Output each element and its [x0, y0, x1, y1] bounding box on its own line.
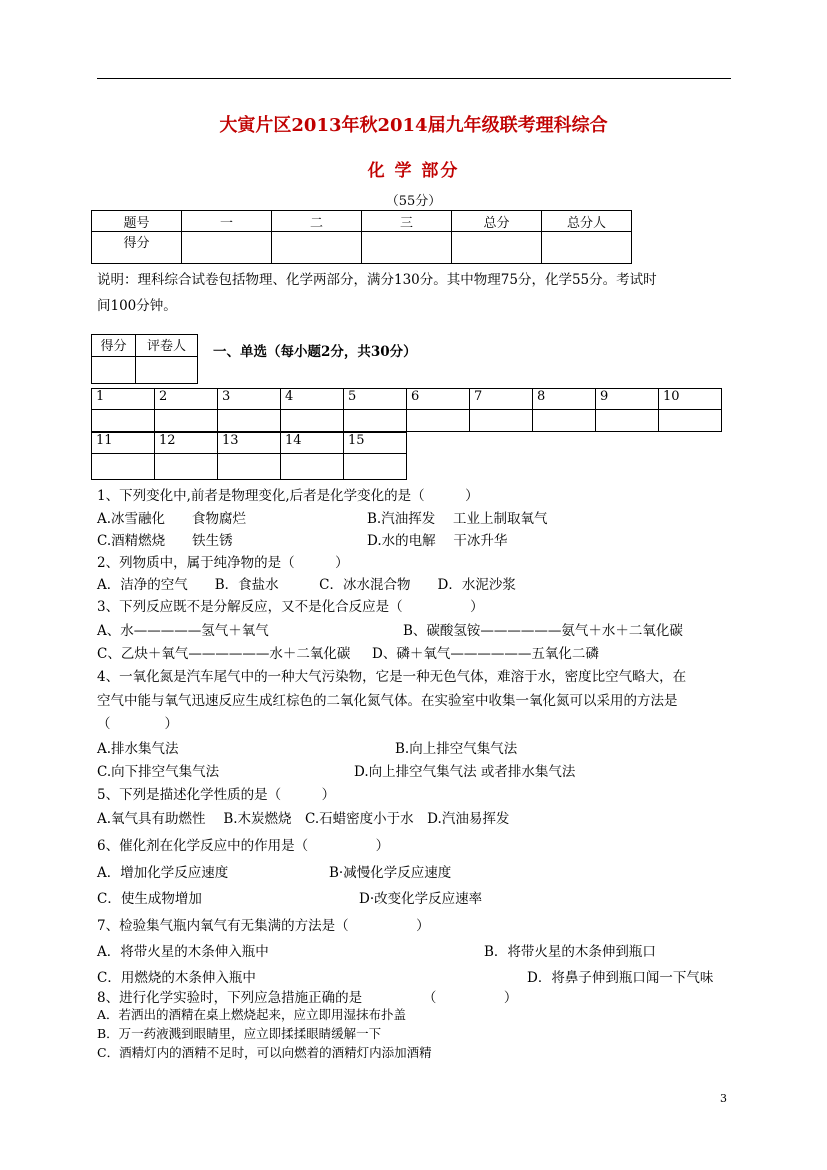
- q1-option-a: A.冰雪融化 食物腐烂: [97, 511, 247, 527]
- question-2: 2、列物质中，属于纯净物的是（ ）: [97, 555, 349, 571]
- instructions-line: 间100分钟。: [97, 298, 177, 314]
- answer-number: 2: [155, 389, 218, 410]
- answer-cell: [281, 410, 344, 432]
- answer-cell: [659, 410, 722, 432]
- answer-cell: [407, 410, 470, 432]
- q8-option-a: A．若洒出的酒精在桌上燃烧起来，应立即用湿抹布扑盖: [97, 1007, 407, 1022]
- answer-number: 15: [344, 433, 407, 454]
- grader-score-header: 得分: [92, 335, 136, 357]
- q1-option-b: B.汽油挥发 工业上制取氧气: [367, 511, 548, 527]
- score-table: [91, 210, 632, 264]
- grader-table: [91, 334, 198, 384]
- q7-option-b: B．将带火星的木条伸到瓶口: [484, 944, 656, 960]
- q1-option-c: C.酒精燃烧 铁生锈: [97, 533, 233, 549]
- score-header-cell: 总分: [452, 211, 542, 232]
- answer-number: 8: [533, 389, 596, 410]
- answer-grid-2: [91, 432, 407, 480]
- q5-options: A.氧气具有助燃性 B.木炭燃烧 C.石蜡密度小于水 D.汽油易挥发: [97, 811, 510, 827]
- answer-cell: [470, 410, 533, 432]
- exam-title: 大寅片区2013年秋2014届九年级联考理科综合: [219, 115, 608, 136]
- answer-number: 11: [92, 433, 155, 454]
- answer-cell: [344, 454, 407, 480]
- answer-cell: [218, 454, 281, 480]
- instructions-line: 说明：理科综合试卷包括物理、化学两部分，满分130分。其中物理75分，化学55分。考试时: [97, 272, 657, 288]
- answer-cell: [155, 454, 218, 480]
- q3-option-c: C、乙炔＋氧气——————水＋二氧化碳: [97, 646, 351, 662]
- answer-number: 1: [92, 389, 155, 410]
- question-4-line-3: （ ）: [97, 716, 178, 732]
- q8-option-b: B．万一药液溅到眼睛里，应立即揉揉眼睛缓解一下: [97, 1026, 382, 1041]
- q4-option-c: C.向下排空气集气法: [97, 764, 220, 780]
- answer-number: 14: [281, 433, 344, 454]
- grader-name-header: 评卷人: [136, 335, 198, 357]
- q6-option-c: C．使生成物增加: [97, 891, 202, 907]
- answer-cell: [533, 410, 596, 432]
- q7-option-a: A．将带火星的木条伸入瓶中: [97, 944, 269, 960]
- score-header-cell: 一: [182, 211, 272, 232]
- q4-option-a: A.排水集气法: [97, 741, 179, 757]
- score-cell: [362, 232, 452, 264]
- answer-cell: [218, 410, 281, 432]
- score-header-cell: 题号: [92, 211, 182, 232]
- q3-option-a: A、水—————氢气＋氧气: [97, 623, 269, 639]
- q4-option-d: D.向上排空气集气法 或者排水集气法: [354, 764, 576, 780]
- grader-name-cell: [136, 357, 198, 384]
- question-6: 6、催化剂在化学反应中的作用是（ ）: [97, 838, 390, 854]
- score-header-cell: 总分人: [542, 211, 632, 232]
- q3-option-d: D、磷＋氧气——————五氧化二磷: [372, 646, 599, 662]
- section-subtitle: 化 学 部分: [367, 161, 460, 181]
- answer-cell: [92, 454, 155, 480]
- question-4-line-2: 空气中能与氧气迅速反应生成红棕色的二氧化氮气体。在实验室中收集一氧化氮可以采用的方法是: [97, 693, 678, 709]
- q3-option-b: B、碳酸氢铵——————氨气＋水＋二氧化碳: [403, 623, 683, 639]
- page-number: 3: [720, 1092, 727, 1105]
- answer-number: 7: [470, 389, 533, 410]
- question-1: 1、下列变化中,前者是物理变化,后者是化学变化的是（ ）: [97, 488, 479, 504]
- answer-number: 5: [344, 389, 407, 410]
- q6-option-b: B·减慢化学反应速度: [329, 865, 452, 881]
- answer-number: 10: [659, 389, 722, 410]
- question-4: 4、一氧化氮是汽车尾气中的一种大气污染物，它是一种无色气体，难溶于水，密度比空气略大，在: [97, 669, 687, 685]
- section-title: 一、单选（每小题2分，共30分）: [213, 344, 417, 360]
- answer-cell: [344, 410, 407, 432]
- answer-number: 12: [155, 433, 218, 454]
- answer-number: 4: [281, 389, 344, 410]
- score-cell: [542, 232, 632, 264]
- score-header-cell: 三: [362, 211, 452, 232]
- answer-number: 6: [407, 389, 470, 410]
- q8-option-c: C．酒精灯内的酒精不足时，可以向燃着的酒精灯内添加酒精: [97, 1045, 432, 1060]
- grader-score-cell: [92, 357, 136, 384]
- answer-cell: [281, 454, 344, 480]
- total-score-label: （55分）: [385, 194, 442, 209]
- score-header-cell: 二: [272, 211, 362, 232]
- answer-cell: [155, 410, 218, 432]
- header-rule: [97, 78, 731, 79]
- score-cell: [182, 232, 272, 264]
- score-cell: [272, 232, 362, 264]
- q6-option-d: D·改变化学反应速率: [359, 891, 483, 907]
- q4-option-b: B.向上排空气集气法: [395, 741, 518, 757]
- score-row-label: 得分: [92, 232, 182, 264]
- score-cell: [452, 232, 542, 264]
- answer-cell: [596, 410, 659, 432]
- answer-number: 13: [218, 433, 281, 454]
- answer-number: 3: [218, 389, 281, 410]
- answer-cell: [92, 410, 155, 432]
- question-3: 3、下列反应既不是分解反应，又不是化合反应是（ ）: [97, 599, 484, 615]
- q6-option-a: A．增加化学反应速度: [97, 865, 229, 881]
- q2-options: A．洁净的空气 B．食盐水 C．冰水混合物 D．水泥沙浆: [97, 577, 516, 593]
- answer-grid-1: [91, 388, 722, 432]
- question-8: 8、进行化学实验时，下列应急措施正确的是 （ ）: [97, 990, 518, 1006]
- q1-option-d: D.水的电解 干冰升华: [367, 533, 508, 549]
- question-7: 7、检验集气瓶内氧气有无集满的方法是（ ）: [97, 918, 430, 934]
- answer-number: 9: [596, 389, 659, 410]
- q7-option-c: C．用燃烧的木条伸入瓶中: [97, 970, 256, 986]
- question-5: 5、下列是描述化学性质的是（ ）: [97, 787, 336, 803]
- q7-option-d: D．将鼻子伸到瓶口闻一下气味: [527, 970, 714, 986]
